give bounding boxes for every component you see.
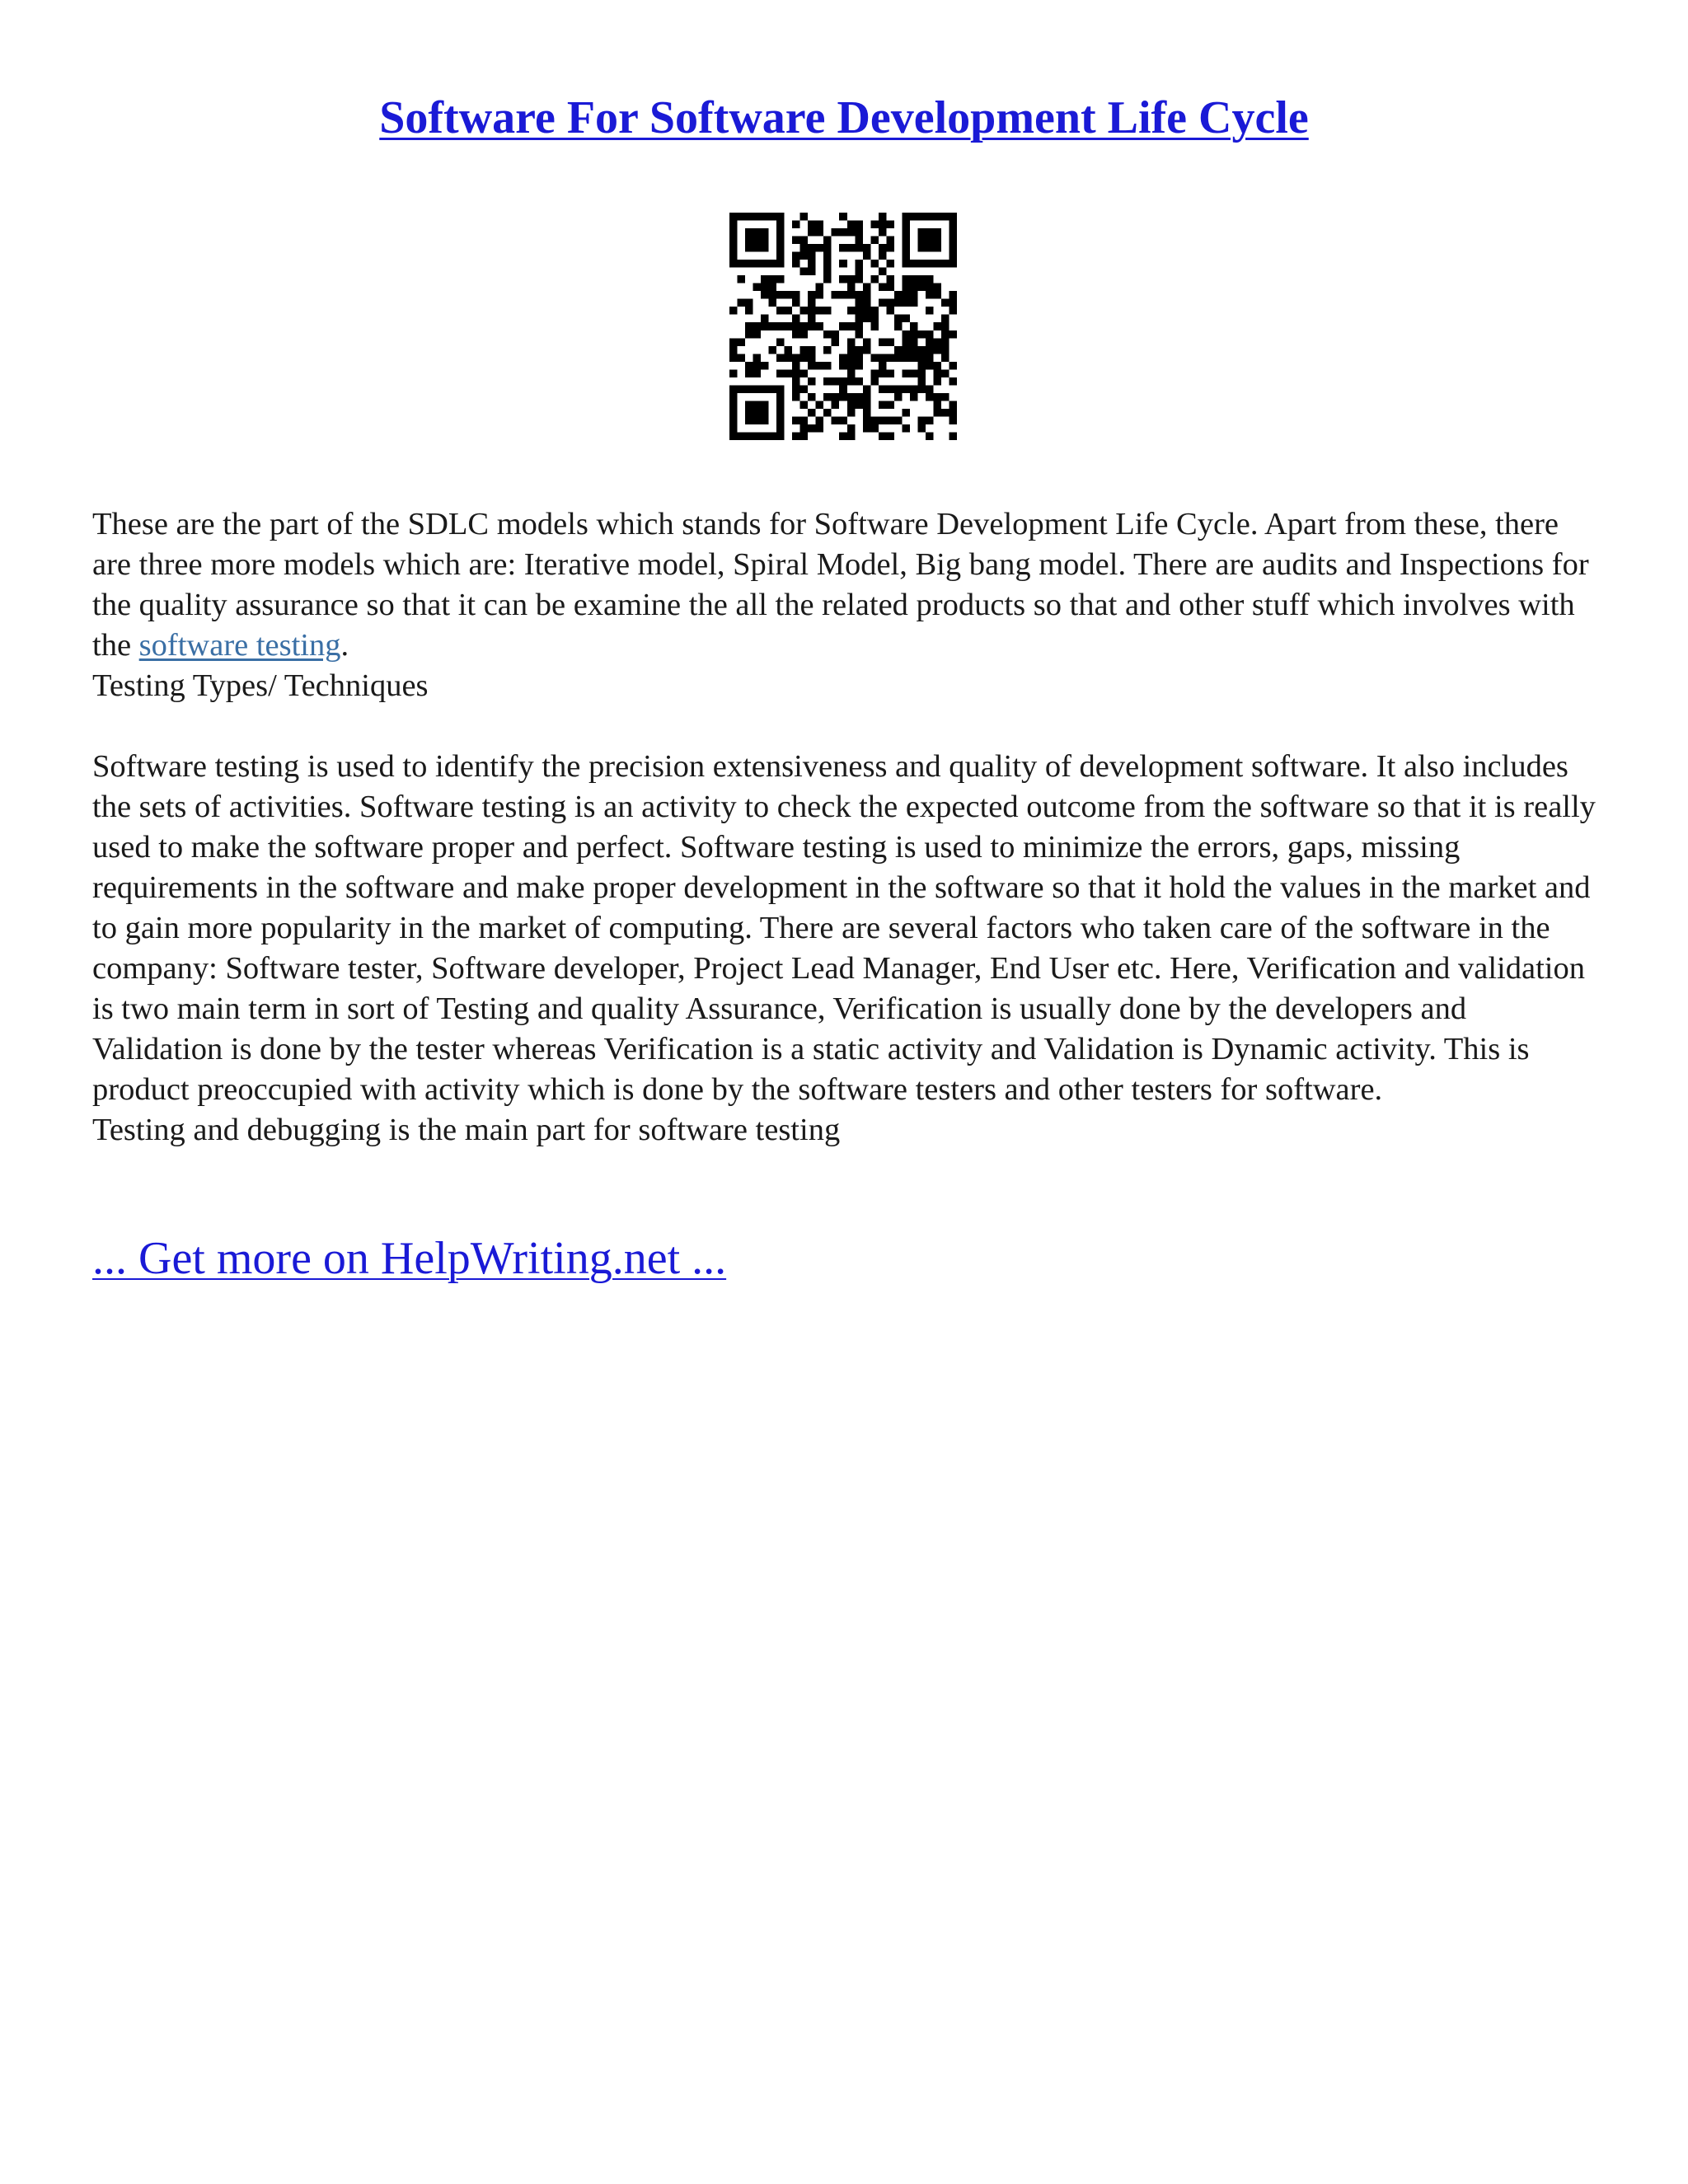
closing-line: Testing and debugging is the main part for software testing: [92, 1113, 841, 1147]
article-body: [92, 504, 1601, 1151]
page-title: [0, 89, 1688, 147]
testing-paragraph: Software testing is used to identify the precision extensiveness and quality of development software. It also includes the sets of activities. Software testing is an activity to check the expected outcome from the software so that it is really used to make the software proper and perfect. Software testing is used to minimize the errors, gaps, missing requirements in the software and make proper development in the software so that it hold the values in the market and to gain more popularity in the market of computing. There are several factors who taken care of the software in the company: Software tester, Software developer, Project Lead Manager, End User etc. Here, Verification and validation is two main term in sort of Testing and quality Assurance, Verification is usually done by the developers and Validation is done by the tester whereas Verification is a static activity and Validation is Dynamic activity. This is product preoccupied with activity which is done by the software testers and other testers for software.: [92, 749, 1596, 1107]
software-testing-link[interactable]: software testing: [138, 628, 341, 663]
intro-paragraph: [92, 504, 1601, 666]
intro-end: .: [340, 628, 349, 663]
intro-text: These are the part of the SDLC models which stands for Software Development Life Cycle. Apart from these, there are three more models which are: Iterative model, Spiral Model, Big bang model. There are audits and Inspections for the quality assurance so that it can be examine the all the related products so that and other stuff which involves with the: [92, 507, 1589, 663]
section-heading: Testing Types/ Techniques: [92, 668, 429, 703]
get-more-link[interactable]: ... Get more on HelpWriting.net ...: [92, 1233, 727, 1284]
qr-code-icon: [729, 213, 957, 440]
paragraph-gap: [92, 706, 1601, 747]
more-link-container: [92, 1230, 726, 1287]
title-link[interactable]: Software For Software Development Life Cycle: [379, 92, 1309, 143]
